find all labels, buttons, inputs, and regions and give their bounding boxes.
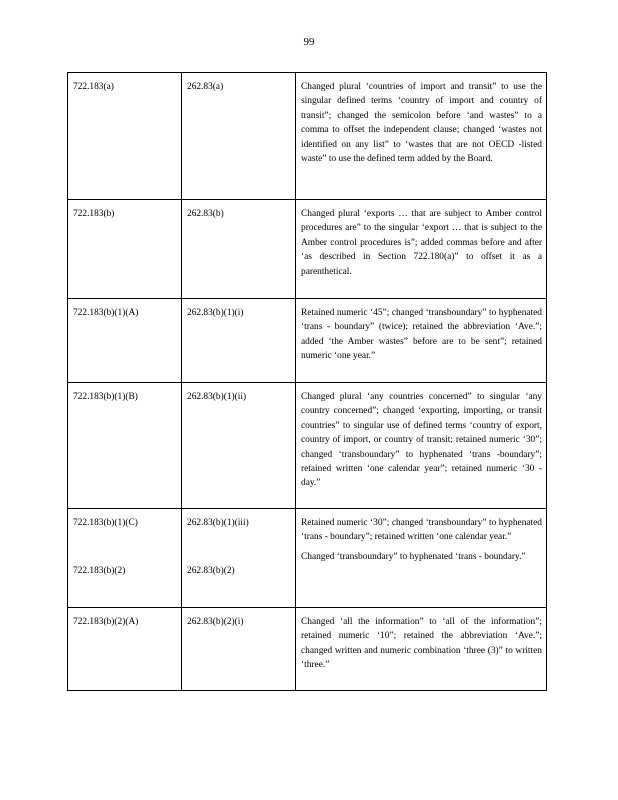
table-row — [68, 200, 547, 299]
illinois-section: 722.183(b)(1)(C) — [73, 518, 138, 528]
illinois-section-cell: 722.183(b) — [68, 200, 182, 299]
illinois-section-cell: 722.183(a) — [68, 73, 182, 200]
federal-section-cell: 262.83(b)(1)(i) — [182, 299, 296, 383]
federal-section: 262.83(b)(2) — [187, 566, 235, 577]
illinois-section: 722.183(b)(2) — [73, 566, 126, 577]
change-description-cell: Changed ‘all the information” to ‘all of the information”; retained numeric ‘10”; retained the abbreviation ‘Ave.”; changed written and numeric combination ‘three (3)” to written ‘three.” — [296, 608, 547, 691]
table-row — [68, 73, 547, 200]
derivation-table — [67, 72, 547, 691]
change-description-cell — [296, 509, 547, 608]
table-row — [68, 383, 547, 509]
federal-section-cell — [182, 509, 296, 608]
federal-section-cell: 262.83(a) — [182, 73, 296, 200]
page-number: 99 — [303, 36, 315, 48]
federal-section-cell: 262.83(b) — [182, 200, 296, 299]
federal-section-cell: 262.83(b)(2)(i) — [182, 608, 296, 691]
change-description-cell: Changed plural ‘any countries concerned” to singular ‘any country concerned”; changed ‘exporting, importing, or transit countries” to singular use of defined terms ‘country of export, country of import, or country of transit; retained numeric ‘30”; changed ‘transboundary” to hyphenated ‘trans -boundary”; retained written ‘one calendar year”; retained numeric ‘30 -day.” — [296, 383, 547, 509]
federal-section-cell: 262.83(b)(1)(ii) — [182, 383, 296, 509]
change-description-cell: Changed plural ‘countries of import and transit” to use the singular defined terms ‘country of import and country of transit”; changed the semicolon before ‘and wastes” to a comma to offset the independent clause; changed ‘wastes not identified on any list” to ‘wastes that are not OECD -listed waste” to use the defined term added by the Board. — [296, 73, 547, 200]
table-row — [68, 608, 547, 691]
illinois-section-cell: 722.183(b)(1)(B) — [68, 383, 182, 509]
table-row — [68, 299, 547, 383]
table-row — [68, 509, 547, 608]
illinois-section-cell — [68, 509, 182, 608]
change-description: Changed ‘transboundary” to hyphenated ‘trans - boundary.” — [301, 551, 526, 562]
change-description-cell: Changed plural ‘exports … that are subject to Amber control procedures are” to the singular ‘export … that is subject to the Amber control procedures is”; added commas before and after ‘as described in Section 722.180(a)” to offset it as a parenthetical. — [296, 200, 547, 299]
illinois-section-cell: 722.183(b)(1)(A) — [68, 299, 182, 383]
change-description: Retained numeric ‘30”; changed ‘transboundary” to hyphenated ‘trans - boundary”; retained written ‘one calendar year.” — [301, 518, 542, 543]
change-description-cell: Retained numeric ‘45”; changed ‘transboundary” to hyphenated ‘trans - boundary” (twice); retained the abbreviation ‘Ave.”; added ‘the Amber wastes” before are to be sent”; retained numeric ‘one year.” — [296, 299, 547, 383]
federal-section: 262.83(b)(1)(iii) — [187, 518, 249, 528]
illinois-section-cell: 722.183(b)(2)(A) — [68, 608, 182, 691]
